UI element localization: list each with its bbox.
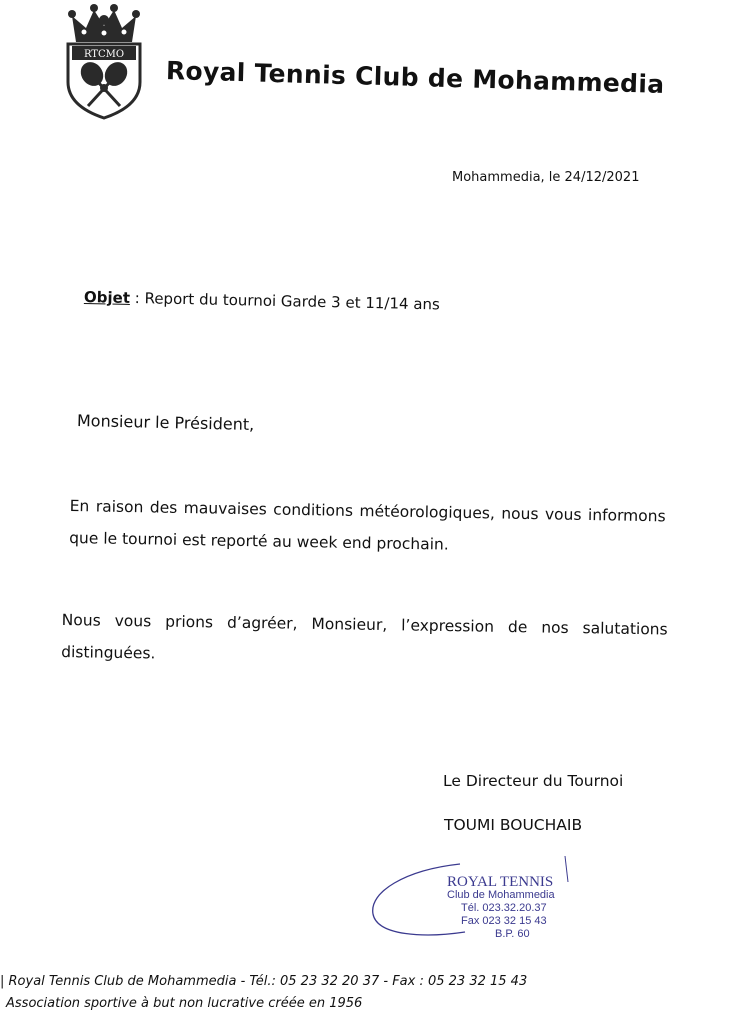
subject-text: Report du tournoi Garde 3 et 11/14 ans [144,289,441,314]
stamp-line-5: B.P. 60 [495,928,530,940]
logo-text: RTCMO [83,49,125,60]
stamp-line-2: Club de Mohammedia [447,889,555,901]
stamp-line-1: ROYAL TENNIS [447,874,554,890]
body-paragraph-1: En raison des mauvaises conditions météorologiques, nous vous informons que le tournoi est reporté au week end prochain. [69,496,666,554]
subject-separator: : [129,288,145,308]
footer-contact-text: Royal Tennis Club de Mohammedia - Tél.: 05 23 32 20 37 - Fax : 05 23 32 15 43 [8,974,528,989]
stamp-line-4: Fax 023 32 15 43 [461,915,547,927]
signatory-name: TOUMI BOUCHAIB [444,816,583,834]
tennis-ball-icon [100,84,108,92]
footer-contact-line: | Royal Tennis Club de Mohammedia - Tél.: 05 23 32 20 37 - Fax : 05 23 32 15 43 [0,974,528,989]
body-paragraph-2: Nous vous prions d’agréer, Monsieur, l’expression de nos salutations distinguées. [61,610,668,663]
signature-tick [565,856,568,882]
crown-icon [68,4,140,42]
club-stamp [365,852,610,952]
footer-association-line: Association sportive à but non lucrative créée en 1956 [6,996,363,1011]
subject-line [84,288,440,313]
club-name-heading: Royal Tennis Club de Mohammedia [165,56,665,99]
signatory-title: Le Directeur du Tournoi [443,772,624,790]
salutation: Monsieur le Président, [76,411,255,435]
stamp-line-3: Tél. 023.32.20.37 [461,902,547,914]
subject-label: Objet [83,288,131,307]
club-crest-logo [62,2,146,122]
place-date: Mohammedia, le 24/12/2021 [452,170,640,185]
